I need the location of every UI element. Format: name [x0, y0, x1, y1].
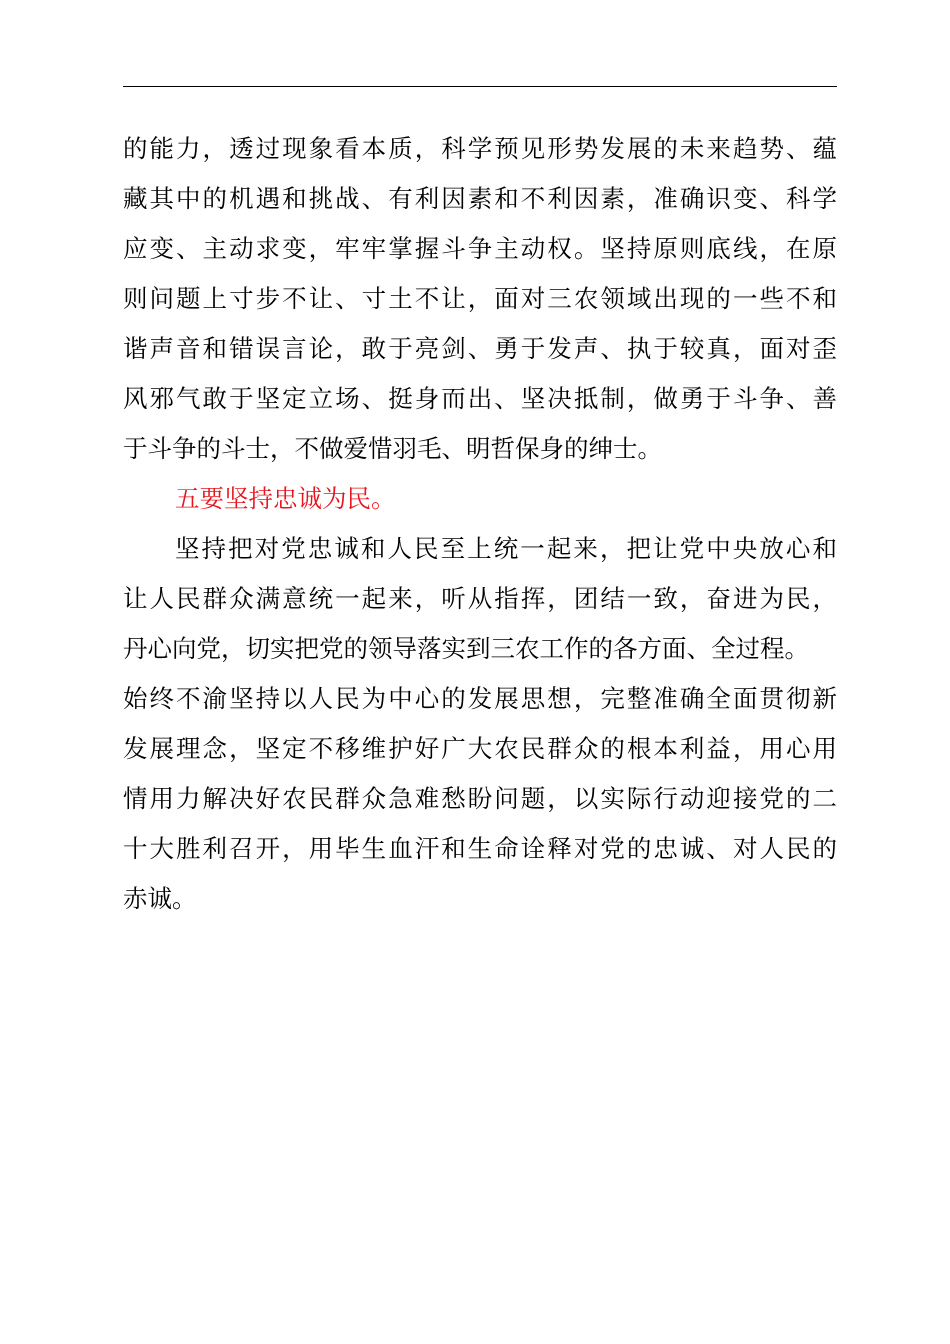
paragraph-1-line: 谐声音和错误言论，敢于亮剑、勇于发声、执于较真，面对歪	[123, 334, 837, 363]
section-heading: 五要坚持忠诚为民。	[175, 484, 396, 513]
paragraph-2-line: 赤诚。	[123, 884, 197, 913]
paragraph-1-line: 风邪气敢于坚定立场、挺身而出、坚决抵制，做勇于斗争、善	[123, 384, 837, 413]
paragraph-2-line: 发展理念，坚定不移维护好广大农民群众的根本利益，用心用	[123, 734, 837, 763]
paragraph-1-line: 应变、主动求变，牢牢掌握斗争主动权。坚持原则底线，在原	[123, 234, 837, 263]
paragraph-2-line: 丹心向党，切实把党的领导落实到三农工作的各方面、全过程。	[123, 634, 809, 663]
paragraph-1-line: 则问题上寸步不让、寸土不让，面对三农领域出现的一些不和	[123, 284, 837, 313]
paragraph-1-line: 于斗争的斗士，不做爱惜羽毛、明哲保身的绅士。	[123, 434, 662, 463]
paragraph-2-line: 始终不渝坚持以人民为中心的发展思想，完整准确全面贯彻新	[123, 684, 837, 713]
paragraph-2-line: 坚持把对党忠诚和人民至上统一起来，把让党中央放心和	[175, 534, 837, 563]
paragraph-1-line: 的能力，透过现象看本质，科学预见形势发展的未来趋势、蕴	[123, 134, 837, 163]
paragraph-1-line: 藏其中的机遇和挑战、有利因素和不利因素，准确识变、科学	[123, 184, 837, 213]
document-body	[123, 124, 843, 924]
paragraph-2-line: 十大胜利召开，用毕生血汗和生命诠释对党的忠诚、对人民的	[123, 834, 837, 863]
paragraph-2-line: 让人民群众满意统一起来，听从指挥，团结一致，奋进为民，	[123, 584, 837, 613]
header-rule	[123, 86, 837, 87]
paragraph-2-line: 情用力解决好农民群众急难愁盼问题，以实际行动迎接党的二	[123, 784, 837, 813]
